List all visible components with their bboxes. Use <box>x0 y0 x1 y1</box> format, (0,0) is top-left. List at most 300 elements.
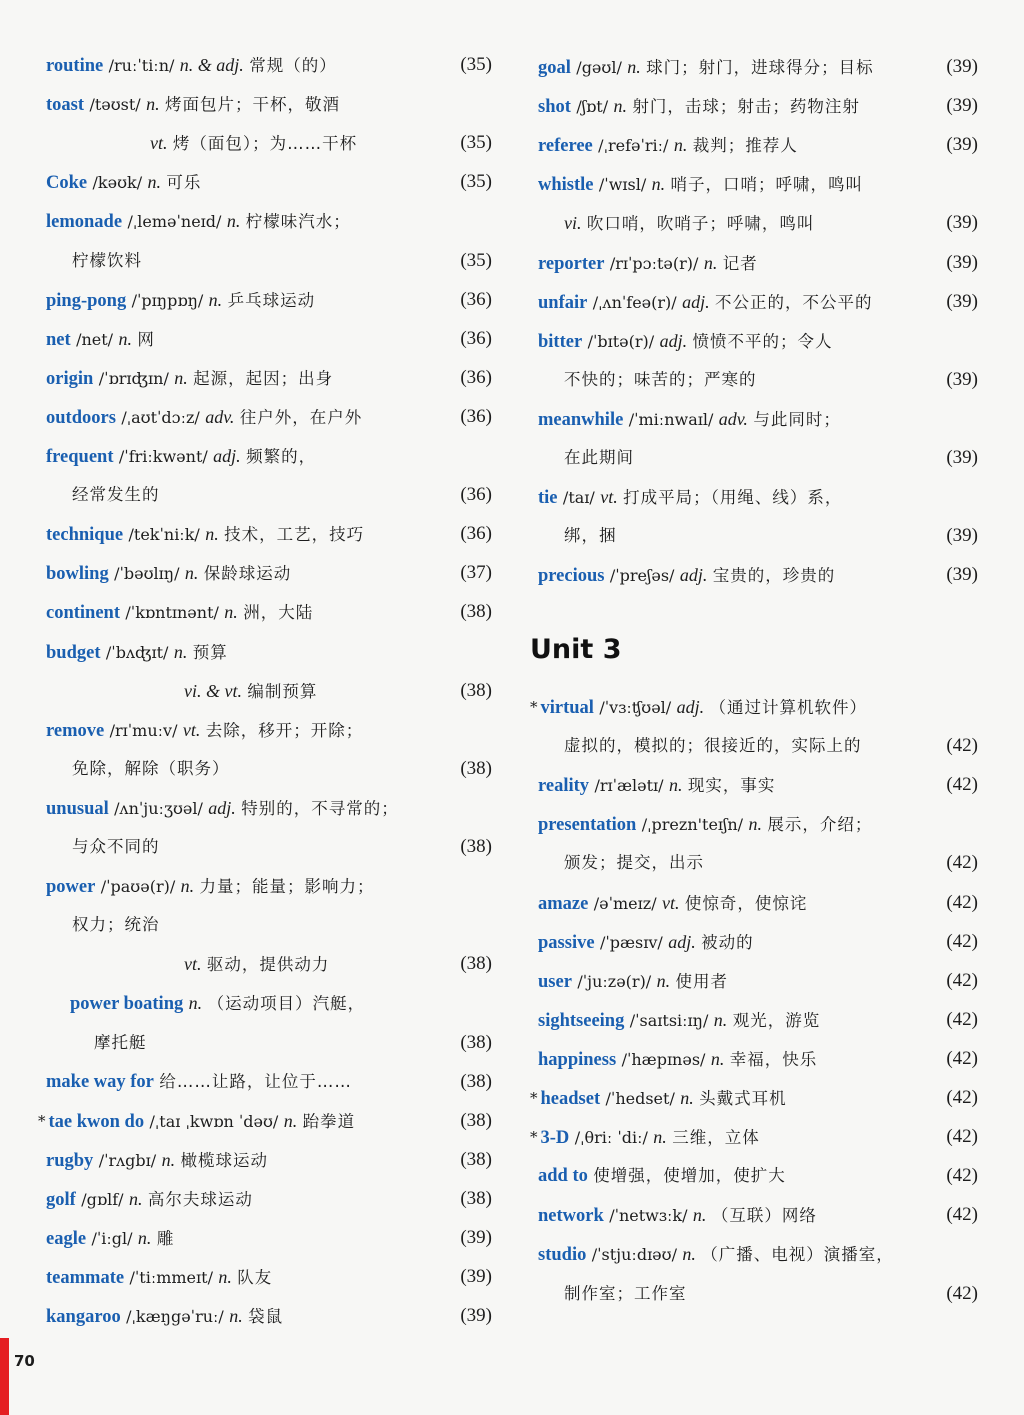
definition: （通过计算机软件） <box>709 698 868 717</box>
phonetic: /rɪˈpɔːtə(r)/ <box>609 253 699 273</box>
starred-marker: * <box>530 1089 538 1107</box>
vocab-entry <box>46 439 492 473</box>
definition: 使增强，使增加，使扩大 <box>593 1166 786 1186</box>
vocab-entry <box>530 1120 978 1154</box>
definition: 在此期间 <box>564 448 634 467</box>
page-reference: (39) <box>946 564 978 586</box>
vocab-entry <box>538 558 978 592</box>
phonetic: /ˌθriː ˈdiː/ <box>574 1128 648 1148</box>
headword: teammate <box>46 1268 125 1289</box>
definition: 虚拟的，模拟的；很接近的，实际上的 <box>564 736 862 756</box>
part-of-speech: vt. <box>182 719 201 740</box>
headword: continent <box>46 603 120 624</box>
definition: （运动项目）汽艇， <box>207 994 366 1014</box>
page-reference: (42) <box>946 852 978 874</box>
page-reference: (39) <box>946 251 978 273</box>
definition: 使惊奇，使惊诧 <box>684 893 808 913</box>
phonetic: /ˈhedset/ <box>605 1089 675 1108</box>
definition: （互联）网络 <box>711 1206 817 1226</box>
vocab-entry <box>538 246 978 280</box>
part-of-speech: adj. <box>213 446 241 466</box>
definition: 现实，事实 <box>687 776 776 796</box>
headword: goal <box>538 58 571 78</box>
part-of-speech: n. <box>147 172 161 193</box>
vocab-entry <box>538 807 978 841</box>
entry-continuation <box>46 1026 492 1060</box>
headword: remove <box>46 720 105 741</box>
headword: golf <box>46 1189 76 1210</box>
page-reference: (38) <box>460 1148 492 1170</box>
phonetic: /ˈpæsɪv/ <box>599 932 663 952</box>
page-reference: (39) <box>946 134 978 156</box>
part-of-speech: adj. <box>676 697 705 717</box>
definition: 绑，捆 <box>564 526 617 546</box>
entry-continuation <box>46 908 492 942</box>
page-reference: (38) <box>460 757 492 779</box>
definition: 不公正的，不公平的 <box>715 292 873 312</box>
part-of-speech: n. <box>682 1244 696 1265</box>
part-of-speech: adj. <box>668 931 696 952</box>
definition: 摩托艇 <box>94 1032 147 1052</box>
part-of-speech: n. <box>118 328 132 349</box>
page-reference: (35) <box>460 54 492 75</box>
phonetic: /kəʊk/ <box>92 173 143 193</box>
starred-marker: * <box>530 698 538 716</box>
phonetic: /ˈbʌʤɪt/ <box>105 642 169 662</box>
vocab-entry <box>538 886 978 920</box>
definition: 头戴式耳机 <box>699 1089 787 1108</box>
page-reference: (38) <box>460 1031 492 1053</box>
vocab-entry <box>46 556 492 590</box>
entry-continuation <box>46 244 492 278</box>
phonetic: /ˈvɜːʧʊəl/ <box>599 698 672 717</box>
page-reference: (39) <box>946 95 978 117</box>
page-reference: (38) <box>460 836 492 857</box>
phonetic: /ruːˈtiːn/ <box>108 56 175 75</box>
part-of-speech: n. <box>208 289 223 310</box>
page-reference: (39) <box>946 56 978 77</box>
page-reference: (35) <box>460 249 492 271</box>
part-of-speech: n. <box>673 135 688 156</box>
part-of-speech: n. <box>680 1088 694 1108</box>
headword: lemonade <box>46 212 123 233</box>
headword: sightseeing <box>538 1010 625 1031</box>
part-of-speech: n. <box>651 174 666 195</box>
headword: rugby <box>46 1150 94 1171</box>
phonetic: /ˈjuːzə(r)/ <box>577 971 652 991</box>
page-reference: (38) <box>460 953 492 975</box>
definition: 给……让路，让位于…… <box>159 1071 352 1091</box>
phonetic: /ˈnetwɜːk/ <box>609 1206 688 1226</box>
definition: 起源，起因；出身 <box>193 368 334 388</box>
part-of-speech: n. <box>180 876 195 897</box>
part-of-speech: adj. <box>659 330 688 351</box>
headword: routine <box>46 56 104 76</box>
part-of-speech: n. <box>184 563 199 584</box>
definition: 往户外，在户外 <box>239 407 363 427</box>
page-reference: (38) <box>460 1187 492 1209</box>
part-of-speech: n. <box>710 1048 725 1069</box>
definition: 特别的，不寻常的； <box>241 798 399 818</box>
definition: 射门，击球；射击；药物注射 <box>632 97 860 117</box>
page-reference: (42) <box>946 891 978 913</box>
headword: meanwhile <box>538 409 624 430</box>
vocab-entry <box>538 480 978 514</box>
part-of-speech: n. <box>137 1228 152 1248</box>
definition: 预算 <box>192 642 228 662</box>
page-reference: (39) <box>946 447 978 468</box>
part-of-speech: n. <box>692 1205 707 1226</box>
phonetic: /taɪ/ <box>562 488 595 508</box>
headword: make way for <box>46 1071 154 1092</box>
vocab-entry <box>46 322 492 356</box>
definition: 不快的；味苦的；严寒的 <box>564 369 757 389</box>
definition: 袋鼠 <box>248 1307 284 1327</box>
phonetic: /rɪˈælətɪ/ <box>594 776 664 796</box>
definition: 洲，大陆 <box>243 603 314 623</box>
part-of-speech: n. <box>613 96 628 117</box>
vocab-entry <box>46 48 492 82</box>
vocab-entry <box>538 128 978 162</box>
phonetic: /təʊst/ <box>89 95 141 115</box>
vocab-entry <box>46 791 492 825</box>
vocab-entry <box>46 87 492 121</box>
definition: 雕 <box>156 1229 175 1248</box>
headword: unfair <box>538 292 588 313</box>
vocab-entry <box>46 1182 492 1216</box>
entry-continuation <box>538 846 978 880</box>
definition: 技术，工艺，技巧 <box>224 525 365 545</box>
vocab-entry <box>530 1081 978 1115</box>
phonetic: /ˈsaɪtsiːɪŋ/ <box>629 1010 709 1030</box>
phonetic: /ˈpɪŋpɒŋ/ <box>131 290 204 310</box>
phonetic: /ʌnˈjuːʒʊəl/ <box>114 798 203 818</box>
vocab-entry <box>46 1143 492 1177</box>
vocab-entry <box>46 869 492 903</box>
page-reference: (35) <box>460 171 492 193</box>
headword: studio <box>538 1245 587 1266</box>
headword: unusual <box>46 798 109 819</box>
headword: headset <box>540 1089 601 1109</box>
definition: 烤面包片；干杯，敬酒 <box>165 95 340 115</box>
unit-title: Unit 3 <box>530 634 622 665</box>
headword: power <box>46 877 96 898</box>
definition: 愤愤不平的；令人 <box>692 331 833 351</box>
vocab-entry <box>538 402 978 436</box>
part-of-speech: n. <box>703 252 718 273</box>
part-of-speech: n. <box>161 1149 176 1170</box>
entry-continuation <box>46 752 492 786</box>
entry-continuation <box>46 126 492 160</box>
page-number: 70 <box>14 1352 35 1370</box>
definition: 经常发生的 <box>72 485 160 505</box>
page-reference: (38) <box>460 1109 492 1131</box>
definition: 观光，游览 <box>732 1010 821 1030</box>
vocab-entry <box>538 324 978 358</box>
headword: tae kwon do <box>48 1111 145 1132</box>
headword: ping-pong <box>46 290 127 311</box>
phonetic: /net/ <box>76 329 114 349</box>
definition: 常规（的） <box>249 56 337 75</box>
part-of-speech: n. <box>224 602 238 623</box>
headword: bowling <box>46 564 109 585</box>
vocab-entry <box>46 1065 492 1099</box>
part-of-speech: n. <box>226 211 241 232</box>
definition: 频繁的， <box>246 447 317 466</box>
page-reference: (36) <box>460 484 492 506</box>
definition: （广播、电视）演播室， <box>701 1245 894 1265</box>
phonetic: /ˈhæpɪnəs/ <box>621 1049 706 1069</box>
phonetic: /ˌrefəˈriː/ <box>598 136 669 156</box>
headword: bitter <box>538 331 583 352</box>
part-of-speech: adj. <box>679 565 708 586</box>
vocab-entry <box>538 89 978 123</box>
headword: shot <box>538 97 571 118</box>
vocab-entry <box>46 361 492 395</box>
headword: eagle <box>46 1229 87 1249</box>
phonetic: /gəʊl/ <box>576 58 622 77</box>
part-of-speech: n. <box>713 1009 728 1030</box>
definition: 与此同时； <box>753 409 841 429</box>
page-reference: (42) <box>946 1282 978 1304</box>
definition: 展示，介绍； <box>767 815 873 835</box>
vocab-entry <box>46 1221 492 1255</box>
definition: 打成平局；（用绳、线）系， <box>623 488 843 508</box>
phonetic: /ˈpaʊə(r)/ <box>100 877 176 897</box>
vocab-entry <box>46 283 492 317</box>
phonetic: /əˈmeɪz/ <box>593 893 657 913</box>
page-reference: (39) <box>946 212 978 234</box>
starred-marker: * <box>38 1111 46 1130</box>
phonetic: /ˌtaɪ ˌkwɒn ˈdəʊ/ <box>149 1111 279 1131</box>
vocab-entry <box>46 400 492 434</box>
vocab-entry <box>538 1042 978 1076</box>
part-of-speech: n. <box>668 775 683 796</box>
phonetic: /ˈbəʊlɪŋ/ <box>114 564 180 584</box>
part-of-speech: n. <box>174 367 188 388</box>
entry-continuation <box>538 441 978 475</box>
headword: referee <box>538 136 593 157</box>
phonetic: /tekˈniːk/ <box>128 525 200 545</box>
vocab-entry <box>538 1237 978 1271</box>
definition: 权力；统治 <box>72 915 160 935</box>
definition: 记者 <box>722 253 758 273</box>
phonetic: /gɒlf/ <box>81 1189 124 1209</box>
vocab-entry <box>538 1159 978 1193</box>
headword: kangaroo <box>46 1307 121 1328</box>
phonetic: /ˌʌnˈfeə(r)/ <box>592 292 677 312</box>
entry-continuation <box>538 363 978 397</box>
phonetic: /ˈfriːkwənt/ <box>118 447 208 466</box>
headword: reporter <box>538 253 605 274</box>
phonetic: /ˈstjuːdɪəʊ/ <box>591 1245 677 1265</box>
page-reference: (42) <box>946 774 978 796</box>
headword: frequent <box>46 447 114 467</box>
page-reference: (39) <box>946 525 978 547</box>
definition: 橄榄球运动 <box>180 1150 268 1170</box>
vocab-entry <box>538 1003 978 1037</box>
part-of-speech: n. <box>128 1188 143 1209</box>
headword: origin <box>46 368 94 389</box>
entry-continuation <box>46 947 492 981</box>
phonetic: /ˈpreʃəs/ <box>609 566 675 586</box>
vocab-entry <box>538 1198 978 1232</box>
definition: 保龄球运动 <box>203 564 292 584</box>
headword: user <box>538 971 572 992</box>
part-of-speech: adv. <box>718 408 748 429</box>
vocab-entry <box>538 167 978 201</box>
entry-continuation <box>46 674 492 708</box>
headword: technique <box>46 525 124 546</box>
phonetic: /ˌprezn'teɪʃn/ <box>641 815 744 835</box>
phonetic: /ˈkɒntɪnənt/ <box>125 603 219 623</box>
page-reference: (37) <box>460 562 492 584</box>
entry-continuation <box>46 830 492 864</box>
vocab-entry <box>46 204 492 238</box>
definition: 编制预算 <box>247 681 318 701</box>
definition: 高尔夫球运动 <box>147 1189 253 1209</box>
page-reference: (42) <box>946 1047 978 1069</box>
definition: 柠檬饮料 <box>72 250 142 270</box>
definition: 与众不同的 <box>72 837 160 856</box>
definition: 三维，立体 <box>672 1128 760 1148</box>
definition: 驱动，提供动力 <box>206 955 330 975</box>
definition: 网 <box>137 329 155 349</box>
page-reference: (38) <box>460 679 492 701</box>
page-reference: (35) <box>460 132 492 154</box>
headword: reality <box>538 776 590 797</box>
headword: precious <box>538 566 605 587</box>
phonetic: /ˈtiːmmeɪt/ <box>129 1268 213 1288</box>
vocab-entry <box>46 635 492 669</box>
headword: passive <box>538 932 595 953</box>
vocab-entry <box>46 165 492 199</box>
vocab-entry <box>46 1260 492 1294</box>
definition: 制作室；工作室 <box>564 1283 687 1303</box>
page-reference: (36) <box>460 288 492 310</box>
page-reference: (36) <box>460 523 492 545</box>
vocab-entry <box>46 986 492 1020</box>
page-edge-bar <box>0 1338 9 1415</box>
phonetic: /ʃɒt/ <box>576 97 609 117</box>
definition: 裁判；推荐人 <box>692 136 798 156</box>
vocab-entry <box>538 964 978 998</box>
page-reference: (42) <box>946 969 978 991</box>
part-of-speech: vi. & vt. <box>184 680 242 701</box>
headword: power boating <box>70 994 184 1015</box>
part-of-speech: adj. <box>682 291 710 312</box>
phonetic: /ˈbɪtə(r)/ <box>587 331 655 351</box>
phonetic: /ˌaʊtˈdɔːz/ <box>121 407 200 427</box>
definition: 使用者 <box>675 971 729 991</box>
definition: 被动的 <box>701 932 754 952</box>
page-reference: (42) <box>946 930 978 952</box>
phonetic: /ˈmiːnwaɪl/ <box>628 409 714 429</box>
vocab-entry <box>46 713 492 747</box>
part-of-speech: n. <box>218 1267 232 1288</box>
vocab-entry <box>538 925 978 959</box>
entry-continuation <box>538 206 978 240</box>
headword: Coke <box>46 173 88 194</box>
vocab-entry <box>46 595 492 629</box>
part-of-speech: adv. <box>205 406 235 427</box>
part-of-speech: n. <box>188 993 203 1014</box>
vocab-entry <box>38 1104 492 1138</box>
headword: network <box>538 1206 604 1227</box>
headword: whistle <box>538 175 594 196</box>
page-reference: (42) <box>946 1087 978 1108</box>
headword: net <box>46 329 71 350</box>
vocab-entry <box>538 768 978 802</box>
definition: 吹口哨，吹哨子；呼啸，鸣叫 <box>586 214 815 234</box>
part-of-speech: n. <box>205 524 219 545</box>
page-reference: (38) <box>460 601 492 623</box>
phonetic: /ˌleməˈneɪd/ <box>127 212 222 232</box>
page-reference: (42) <box>946 1165 978 1187</box>
page-reference: (38) <box>460 1070 492 1092</box>
vocab-entry <box>538 285 978 319</box>
page-reference: (36) <box>460 405 492 427</box>
part-of-speech: n. <box>283 1110 298 1131</box>
definition: 柠檬味汽水； <box>245 212 351 232</box>
entry-continuation <box>46 478 492 512</box>
phonetic: /ˈwɪsl/ <box>598 175 647 195</box>
definition: 球门；射门，进球得分；目标 <box>646 58 874 77</box>
page-reference: (42) <box>946 1126 978 1148</box>
phonetic: /ˌkæŋgəˈruː/ <box>126 1307 224 1327</box>
headword: add to <box>538 1166 588 1187</box>
vocab-entry <box>46 517 492 551</box>
page-reference: (36) <box>460 327 492 349</box>
page-reference: (39) <box>460 1305 492 1327</box>
definition: 宝贵的，珍贵的 <box>712 566 836 586</box>
vocab-entry <box>538 50 978 84</box>
headword: outdoors <box>46 407 116 428</box>
page-reference: (39) <box>460 1266 492 1288</box>
page-reference: (42) <box>946 1204 978 1226</box>
headword: 3-D <box>540 1128 570 1149</box>
vocab-entry <box>46 1299 492 1333</box>
phonetic: /ˈiːgl/ <box>91 1229 133 1248</box>
definition: 免除，解除（职务） <box>72 758 230 778</box>
headword: presentation <box>538 815 637 836</box>
part-of-speech: n. <box>173 641 188 662</box>
page-reference: (42) <box>946 735 978 757</box>
part-of-speech: vt. <box>184 954 202 975</box>
part-of-speech: vt. <box>150 133 168 154</box>
headword: budget <box>46 642 101 663</box>
vocab-entry <box>530 690 978 724</box>
definition: 哨子，口哨；呼啸，鸣叫 <box>670 175 864 195</box>
definition: 去除，移开；开除； <box>205 720 364 740</box>
headword: toast <box>46 95 85 116</box>
entry-continuation <box>538 1277 978 1311</box>
definition: 可乐 <box>166 173 202 193</box>
part-of-speech: n. <box>146 94 160 115</box>
part-of-speech: n. <box>748 814 762 835</box>
headword: amaze <box>538 893 589 914</box>
headword: happiness <box>538 1049 617 1070</box>
headword: tie <box>538 488 558 509</box>
definition: 烤（面包）；为……干杯 <box>172 134 358 154</box>
part-of-speech: n. <box>627 57 641 77</box>
definition: 力量；能量；影响力； <box>199 877 375 897</box>
definition: 幸福，快乐 <box>729 1049 818 1069</box>
part-of-speech: n. & adj. <box>179 55 244 75</box>
part-of-speech: adj. <box>208 797 236 818</box>
part-of-speech: vt. <box>600 487 618 508</box>
entry-continuation <box>538 519 978 553</box>
